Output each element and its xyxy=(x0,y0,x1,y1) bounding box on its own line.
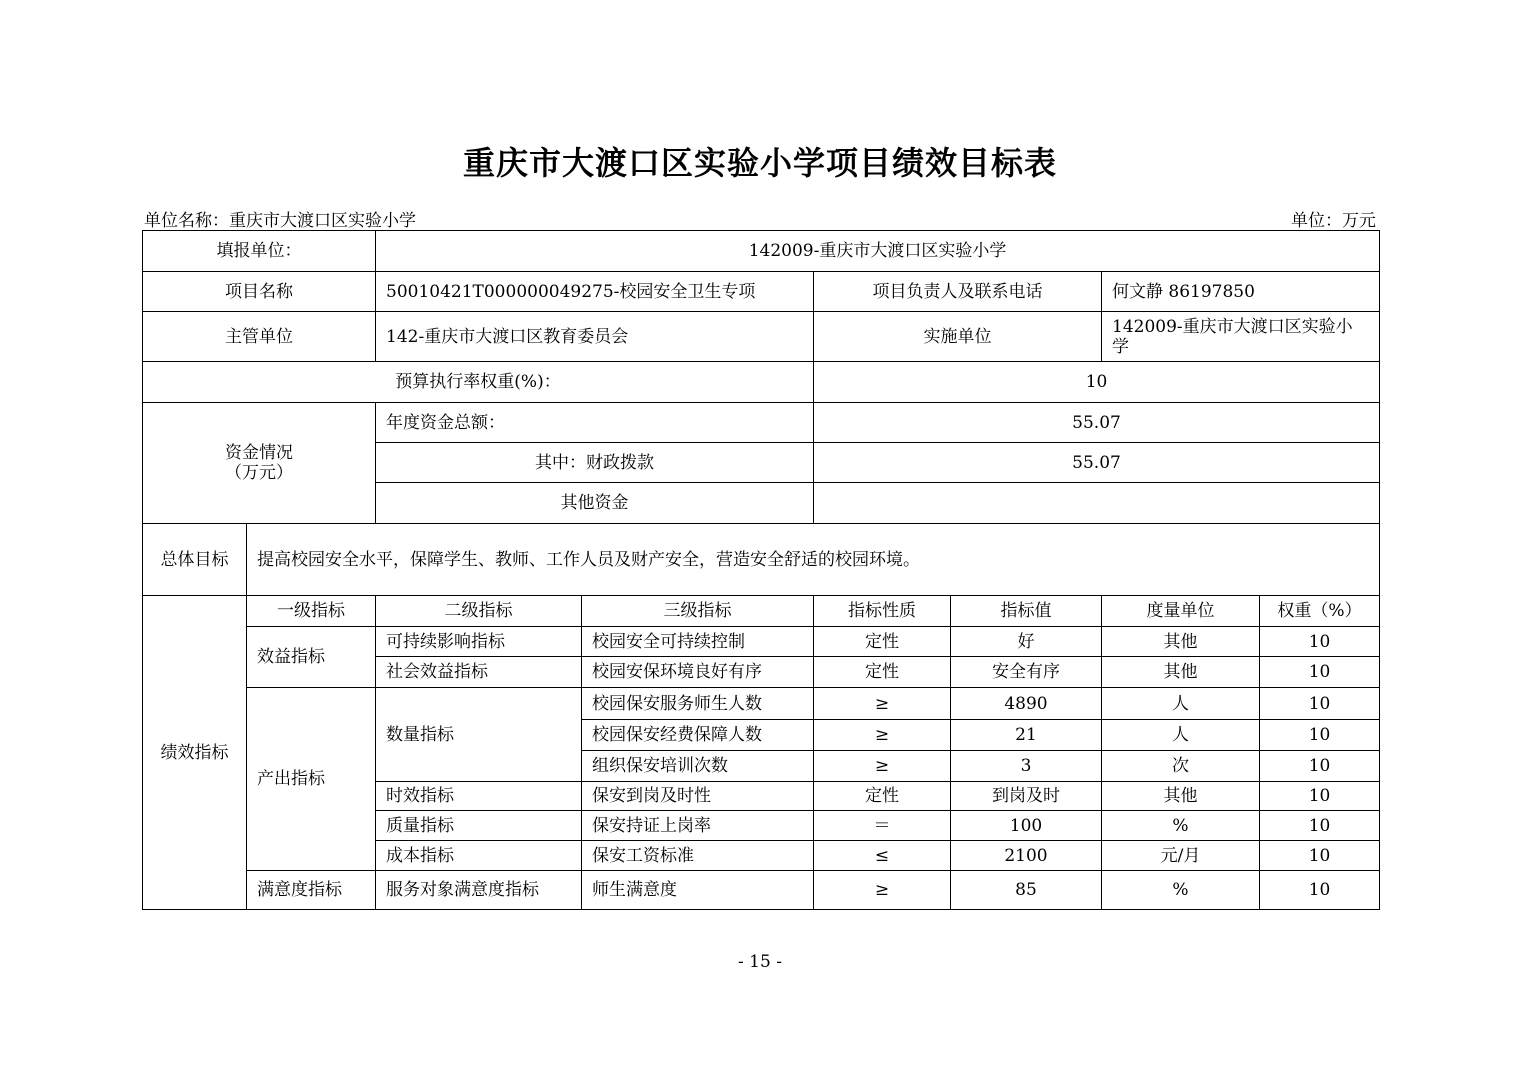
level3-cell: 保安持证上岗率 xyxy=(582,811,814,841)
level2-cell: 时效指标 xyxy=(376,782,582,811)
project-name-label: 项目名称 xyxy=(143,272,376,312)
level3-cell: 保安到岗及时性 xyxy=(582,782,814,811)
value-cell: 3 xyxy=(951,751,1102,782)
weight-cell: 10 xyxy=(1260,871,1380,910)
unit-cell: 人 xyxy=(1102,720,1260,751)
weight-cell: 10 xyxy=(1260,811,1380,841)
table-row xyxy=(143,627,1380,657)
table-row xyxy=(143,362,1380,403)
table-row xyxy=(143,403,1380,443)
unit-cell: 其他 xyxy=(1102,657,1260,688)
level3-cell: 保安工资标准 xyxy=(582,841,814,871)
unit-cell: 其他 xyxy=(1102,782,1260,811)
table-header-row xyxy=(143,596,1380,627)
table-row xyxy=(143,871,1380,910)
funds-label-cell xyxy=(143,403,376,524)
header-value: 指标值 xyxy=(951,596,1102,627)
quantity-label: 数量指标 xyxy=(376,688,582,782)
project-name-value: 50010421T000000049275-校园安全卫生专项 xyxy=(376,272,814,312)
weight-cell: 10 xyxy=(1260,782,1380,811)
executor-value: 142009-重庆市大渡口区实验小学 xyxy=(1102,312,1380,362)
unit-cell: 次 xyxy=(1102,751,1260,782)
header-level2: 二级指标 xyxy=(376,596,582,627)
level2-cell: 可持续影响指标 xyxy=(376,627,582,657)
level2-cell: 成本指标 xyxy=(376,841,582,871)
table-row xyxy=(143,688,1380,720)
level3-cell: 校园安保环境良好有序 xyxy=(582,657,814,688)
table-row xyxy=(143,524,1380,596)
budget-weight-label: 预算执行率权重(%)： xyxy=(143,362,814,403)
nature-cell: 定性 xyxy=(814,657,951,688)
level3-cell: 组织保安培训次数 xyxy=(582,751,814,782)
weight-cell: 10 xyxy=(1260,751,1380,782)
value-cell: 好 xyxy=(951,627,1102,657)
nature-cell: ＝ xyxy=(814,811,951,841)
supervisor-label: 主管单位 xyxy=(143,312,376,362)
header-unit: 度量单位 xyxy=(1102,596,1260,627)
funds-fiscal-value: 55.07 xyxy=(814,443,1380,483)
funds-total-value: 55.07 xyxy=(814,403,1380,443)
page-number: - 15 - xyxy=(738,952,782,972)
value-cell: 21 xyxy=(951,720,1102,751)
funds-other-value xyxy=(814,483,1380,524)
goal-text: 提高校园安全水平，保障学生、教师、工作人员及财产安全，营造安全舒适的校园环境。 xyxy=(247,524,1380,596)
unit-cell: 元/月 xyxy=(1102,841,1260,871)
weight-cell: 10 xyxy=(1260,688,1380,720)
page-title: 重庆市大渡口区实验小学项目绩效目标表 xyxy=(462,144,1057,182)
contact-label: 项目负责人及联系电话 xyxy=(814,272,1102,312)
weight-cell: 10 xyxy=(1260,841,1380,871)
funds-label-unit: （万元） xyxy=(225,463,293,483)
funds-total-label: 年度资金总额： xyxy=(376,403,814,443)
value-cell: 2100 xyxy=(951,841,1102,871)
header-level3: 三级指标 xyxy=(582,596,814,627)
funds-other-label: 其他资金 xyxy=(376,483,814,524)
unit-cell: 人 xyxy=(1102,688,1260,720)
unit-cell: % xyxy=(1102,811,1260,841)
output-label: 产出指标 xyxy=(247,688,376,871)
executor-label: 实施单位 xyxy=(814,312,1102,362)
funds-fiscal-label: 其中：财政拨款 xyxy=(376,443,814,483)
benefit-label: 效益指标 xyxy=(247,627,376,688)
level3-cell: 校园保安经费保障人数 xyxy=(582,720,814,751)
level3-cell: 校园保安服务师生人数 xyxy=(582,688,814,720)
nature-cell: ≤ xyxy=(814,841,951,871)
header-level1: 一级指标 xyxy=(247,596,376,627)
nature-cell: 定性 xyxy=(814,627,951,657)
table-row xyxy=(143,312,1380,362)
nature-cell: ≥ xyxy=(814,720,951,751)
nature-cell: 定性 xyxy=(814,782,951,811)
level2-cell: 服务对象满意度指标 xyxy=(376,871,582,910)
unit-name: 单位名称：重庆市大渡口区实验小学 xyxy=(144,211,416,231)
budget-weight-value: 10 xyxy=(814,362,1380,403)
value-cell: 安全有序 xyxy=(951,657,1102,688)
level2-cell: 社会效益指标 xyxy=(376,657,582,688)
level2-cell: 质量指标 xyxy=(376,811,582,841)
table-row xyxy=(143,272,1380,312)
value-cell: 85 xyxy=(951,871,1102,910)
header-nature: 指标性质 xyxy=(814,596,951,627)
performance-table xyxy=(142,230,1380,910)
nature-cell: ≥ xyxy=(814,688,951,720)
weight-cell: 10 xyxy=(1260,627,1380,657)
level3-cell: 校园安全可持续控制 xyxy=(582,627,814,657)
weight-cell: 10 xyxy=(1260,720,1380,751)
performance-label: 绩效指标 xyxy=(143,596,247,910)
header-weight: 权重（%） xyxy=(1260,596,1380,627)
reporting-unit-value: 142009-重庆市大渡口区实验小学 xyxy=(376,231,1380,272)
value-cell: 100 xyxy=(951,811,1102,841)
nature-cell: ≥ xyxy=(814,871,951,910)
reporting-unit-label: 填报单位： xyxy=(143,231,376,272)
unit-measure: 单位：万元 xyxy=(1291,211,1376,231)
goal-label: 总体目标 xyxy=(143,524,247,596)
funds-label: 资金情况 xyxy=(225,443,293,463)
unit-cell: % xyxy=(1102,871,1260,910)
weight-cell: 10 xyxy=(1260,657,1380,688)
unit-cell: 其他 xyxy=(1102,627,1260,657)
contact-value: 何文静 86197850 xyxy=(1102,272,1380,312)
supervisor-value: 142-重庆市大渡口区教育委员会 xyxy=(376,312,814,362)
level3-cell: 师生满意度 xyxy=(582,871,814,910)
nature-cell: ≥ xyxy=(814,751,951,782)
value-cell: 到岗及时 xyxy=(951,782,1102,811)
table-row xyxy=(143,231,1380,272)
satisfaction-label: 满意度指标 xyxy=(247,871,376,910)
value-cell: 4890 xyxy=(951,688,1102,720)
